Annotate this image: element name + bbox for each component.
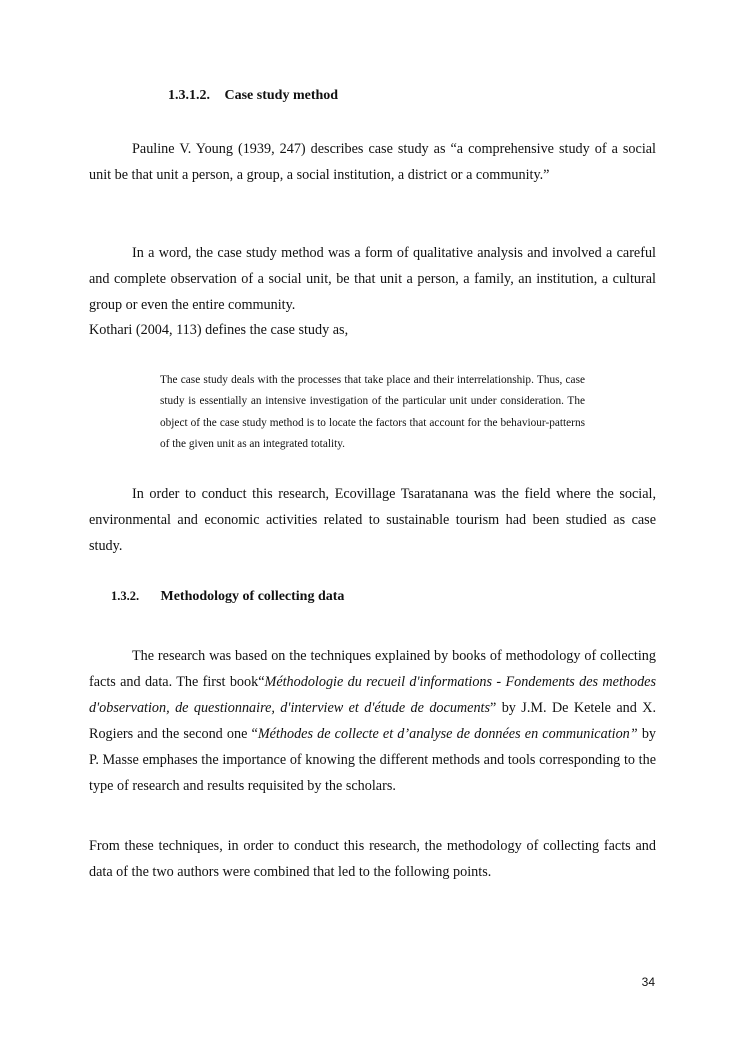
section-number: 1.3.1.2. <box>168 88 210 103</box>
text-run: The research was based on the techniques explained by books of methodology of collecting facts and data. The first book“ <box>89 648 656 690</box>
section-title: Methodology of collecting data <box>160 589 345 604</box>
paragraph-methodology-books <box>89 643 656 799</box>
section-heading-case-study <box>168 88 338 104</box>
section-number: 1.3.2. <box>111 589 140 603</box>
paragraph-young-definition: Pauline V. Young (1939, 247) describes case study as “a comprehensive study of a social unit be that unit a person, a group, a social institution, a district or a community.” <box>89 141 656 183</box>
paragraph-combined-methodology: From these techniques, in order to conduct this research, the methodology of collecting facts and data of the two authors were combined that led to the following points. <box>89 838 656 880</box>
book-title-masse: Méthodes de collecte et d’analyse de données en communication” <box>257 726 638 742</box>
section-heading-methodology <box>111 589 344 605</box>
page-number: 34 <box>641 975 655 989</box>
paragraph-field-study: In order to conduct this research, Ecovillage Tsaratanana was the field where the social, environmental and economic activities related to sustainable tourism had been studied as case study. <box>89 486 656 554</box>
text-run: by P. Masse emphases the importance of knowing the different methods and tools corresponding to the type of research and results requisited by the scholars. <box>89 726 657 794</box>
book-title-ketele: Méthodologie du recueil d'informations - Fondements des methodes d'observation, de questionnaire, d'interview et d'étude de documents <box>89 674 656 716</box>
section-title: Case study method <box>224 88 339 103</box>
block-quote-kothari: The case study deals with the processes that take place and their interrelationship. Thus, case study is essentially an intensive investigation of the particular unit under consideration. The object of the case study method is to locate the factors that account for the behaviour-patterns of the given unit as an integrated totality. <box>160 374 585 451</box>
paragraph-case-study-summary: In a word, the case study method was a form of qualitative analysis and involved a careful and complete observation of a social unit, be that unit a person, a family, an institution, a cultural group or even the entire community. <box>89 245 656 313</box>
text-run: ” by J.M. De Ketele and X. Rogiers and the second one “ <box>89 700 656 742</box>
paragraph-kothari-intro: Kothari (2004, 113) defines the case study as, <box>89 322 349 338</box>
